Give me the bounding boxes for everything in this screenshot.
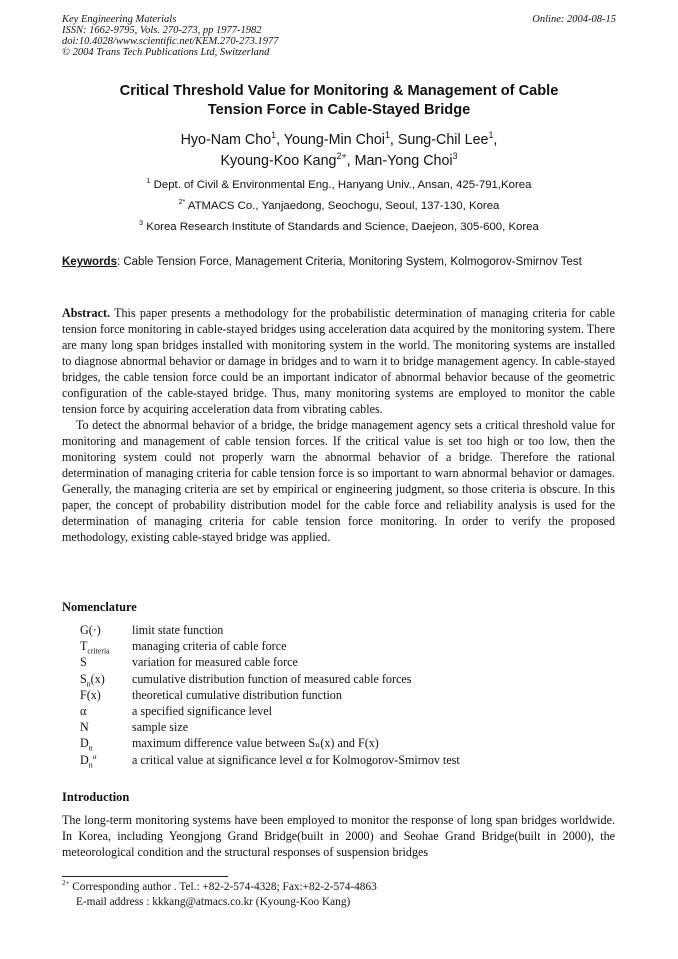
authors-line-2	[62, 151, 616, 172]
footnote-divider	[62, 876, 228, 877]
nomenclature-symbol: $S_n(x)$	[80, 671, 105, 688]
nomenclature-row	[80, 687, 600, 703]
footnote	[62, 880, 616, 910]
abstract-text: This paper presents a methodology for the probabilistic determination of managing criteria for cable tension force monitoring in cable-stayed bridges using acceleration data acquired by the monitoring system. There are many long span bridges installed with monitoring system in the world. The monitoring systems are installed to diagnose abnormal behavior or damage in bridges and to warn it to bridge management agency. In cable-stayed bridges, the cable tension force could be an important indicator of abnormal behavior because of the geometric configuration of the cable-stayed bridge. Thus, many monitoring systems are employed to monitor the cable tension force by acquiring acceleration data from vibrating cables.	[62, 306, 615, 416]
affiliation	[62, 175, 616, 196]
nomenclature-symbol: S	[80, 655, 87, 670]
author-name: , Sung-Chil Lee	[389, 132, 489, 148]
introduction-paragraph-1: The long-term monitoring systems have been employed to monitor the response of long span bridges worldwide. In Korea, including Yeongjong Grand Bridge(built in 2000) and Seohae Grand Bridge(built in 2000), the meteorological condition and the structural responses of suspension bridges	[62, 813, 615, 859]
affiliation	[62, 196, 616, 217]
footnote-mark: 2+	[62, 879, 70, 888]
author-separator: ,	[493, 132, 498, 148]
nomenclature-symbol: $D_n^\alpha$	[80, 751, 97, 769]
nomenclature-row	[80, 752, 600, 768]
nomenclature-symbol: $D_n$	[80, 736, 93, 753]
nomenclature-heading: Nomenclature	[62, 600, 137, 614]
online-date: Online: 2004-08-15	[532, 14, 616, 25]
affiliation-mark: 2*	[178, 199, 186, 207]
nomenclature-symbol: F(x)	[80, 687, 101, 702]
nomenclature-table	[80, 622, 600, 768]
keywords	[62, 255, 616, 269]
affiliation-text: Korea Research Institute of Standards and Science, Daejeon, 305-600, Korea	[143, 221, 539, 233]
author-affil-mark: 1	[271, 130, 277, 141]
journal-header	[62, 14, 616, 58]
nomenclature-symbol: N	[80, 720, 89, 735]
nomenclature-row	[80, 719, 600, 735]
keywords-label: Keywords	[62, 256, 117, 268]
abstract-label: Abstract.	[62, 306, 111, 320]
nomenclature-symbol: α	[80, 703, 87, 718]
abstract-paragraph-1	[62, 305, 615, 417]
author-affil-mark: 2+	[336, 151, 347, 162]
author-affil-mark: 3	[452, 151, 458, 162]
nomenclature-description: theoretical cumulative distribution function	[132, 687, 342, 702]
introduction	[62, 812, 615, 860]
nomenclature-row	[80, 622, 600, 638]
introduction-heading: Introduction	[62, 790, 130, 804]
keywords-text: : Cable Tension Force, Management Criteria, Monitoring System, Kolmogorov-Smirnov Test	[116, 256, 582, 268]
nomenclature-description: sample size	[132, 720, 189, 735]
nomenclature-row	[80, 735, 600, 751]
affiliation-list	[62, 175, 616, 238]
abstract-paragraph-2: To detect the abnormal behavior of a bridge, the bridge management agency sets a critical threshold value for monitoring and management of cable tension forces. If the critical value is set too high or too low, then the monitoring system could not properly warn the abnormal behavior of a bridge. Therefore the rational determination of managing criteria for cable tension force is so important to warn abnormal behavior or damages. Generally, the managing criteria are set by empirical or engineering judgment, so those criteria is obscure. In this paper, the concept of probability distribution model for the cable force and reliability analysis is used for the determination of managing criteria for cable tension force monitoring. In order to verify the proposed methodology, existing cable-stayed bridge was applied.	[62, 418, 615, 544]
nomenclature-row	[80, 703, 600, 719]
footnote-line-2: E-mail address : kkkang@atmacs.co.kr (Kyoung-Koo Kang)	[76, 896, 351, 908]
nomenclature-description: limit state function	[132, 623, 224, 637]
affiliation-mark: 3	[139, 220, 144, 228]
journal-name: Key Engineering Materials	[62, 14, 177, 25]
title-line-1: Critical Threshold Value for Monitoring & Management of Cable	[119, 83, 559, 99]
footnote-line-1	[62, 880, 616, 895]
paper-title	[62, 82, 616, 120]
authors-line-1	[62, 130, 616, 151]
nomenclature-row	[80, 671, 600, 687]
journal-doi: doi:10.4028/www.scientific.net/KEM.270-273.1977	[62, 36, 279, 47]
author-name: , Young-Min Choi	[276, 132, 385, 148]
nomenclature-row	[80, 638, 600, 654]
affiliation-mark: 1	[146, 178, 151, 186]
author-name: , Man-Yong Choi	[346, 153, 453, 169]
nomenclature-symbol: G(·)	[80, 623, 101, 637]
journal-issn: ISSN: 1662-9795, Vols. 270-273, pp 1977-1982	[62, 25, 262, 36]
author-name: Hyo-Nam Cho	[180, 132, 272, 148]
nomenclature-symbol: $T_{criteria}$	[80, 639, 110, 656]
author-affil-mark: 1	[384, 130, 390, 141]
nomenclature-description: variation for measured cable force	[132, 655, 298, 670]
affiliation	[62, 217, 616, 238]
nomenclature-description: cumulative distribution function of measured cable forces	[132, 671, 412, 686]
nomenclature-description: maximum difference value between Sₙ(x) and F(x)	[132, 736, 379, 751]
affiliation-text: ATMACS Co., Yanjaedong, Seochogu, Seoul, 137-130, Korea	[185, 200, 500, 212]
nomenclature-description: a critical value at significance level α for Kolmogorov-Smirnov test	[132, 752, 460, 767]
author-name: Kyoung-Koo Kang	[220, 153, 337, 169]
title-line-2: Tension Force in Cable-Stayed Bridge	[207, 102, 471, 118]
affiliation-text: Dept. of Civil & Environmental Eng., Hanyang Univ., Ansan, 425-791,Korea	[150, 179, 532, 191]
nomenclature-description: a specified significance level	[132, 703, 273, 718]
author-affil-mark: 1	[488, 130, 494, 141]
abstract	[62, 305, 615, 545]
nomenclature-row	[80, 654, 600, 670]
nomenclature-description: managing criteria of cable force	[132, 639, 287, 654]
author-list	[62, 130, 616, 172]
footnote-contact: Corresponding author . Tel.: +82-2-574-4328; Fax:+82-2-574-4863	[69, 881, 377, 893]
journal-copyright: © 2004 Trans Tech Publications Ltd, Switzerland	[62, 47, 270, 58]
